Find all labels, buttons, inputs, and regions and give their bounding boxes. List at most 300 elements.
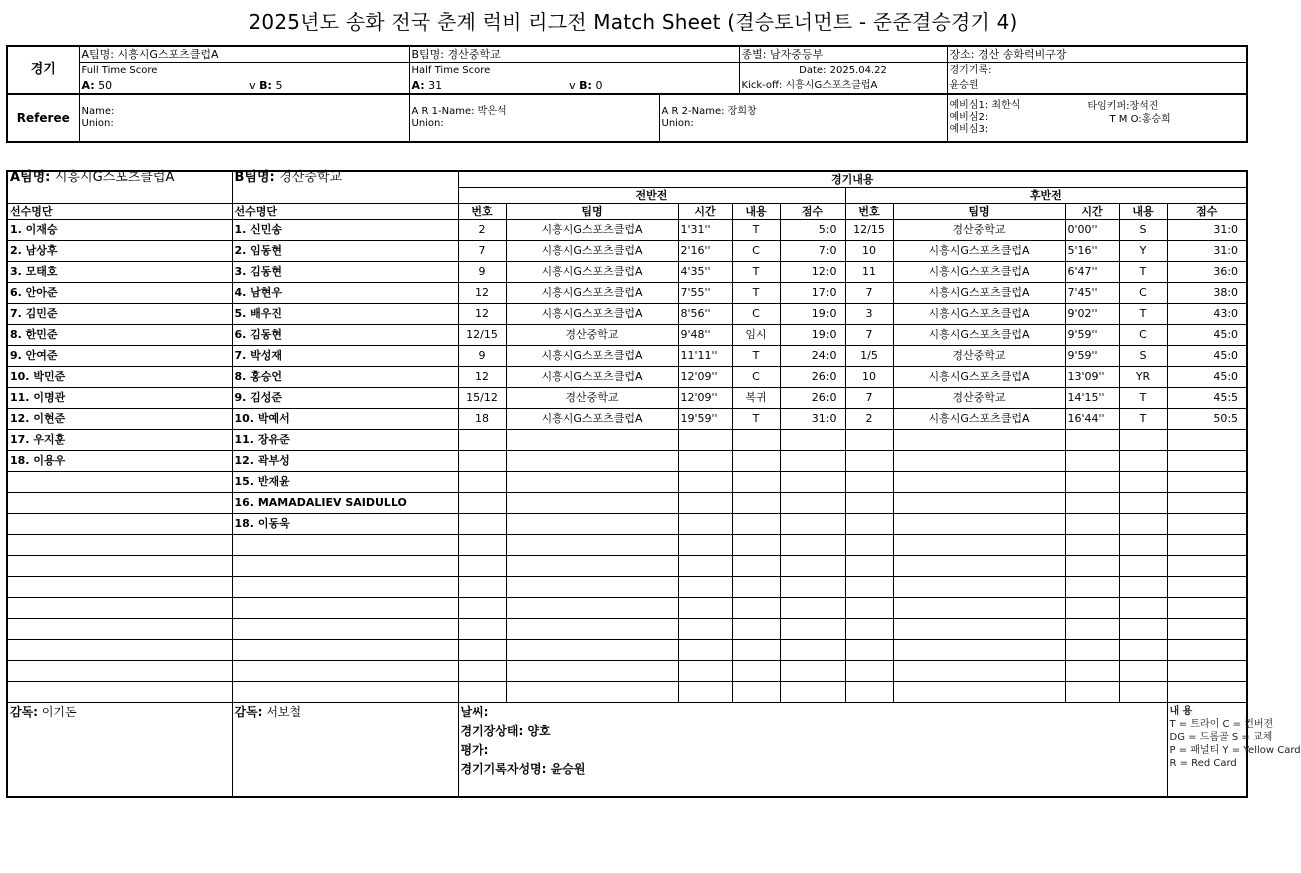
evaluation: 평가: xyxy=(460,743,489,757)
event-time: 13'09'' xyxy=(1065,367,1119,388)
event-no xyxy=(458,430,506,451)
event-time xyxy=(1065,598,1119,619)
page-title: 2025년도 송화 전국 춘계 럭비 리그전 Match Sheet (결승토너먼트 - 준준결승경기 4) xyxy=(248,10,1018,34)
table-row xyxy=(7,598,1247,619)
legend-line: DG = 드롭골 S = 교체 xyxy=(1169,732,1273,743)
event-content: Y xyxy=(1119,241,1167,262)
event-no: 9 xyxy=(458,346,506,367)
event-time: 9'02'' xyxy=(1065,304,1119,325)
event-content: C xyxy=(1119,283,1167,304)
b-player: 15. 반재윤 xyxy=(232,472,458,493)
event-score: 31:0 xyxy=(1167,220,1247,241)
event-time xyxy=(1065,535,1119,556)
a-player: 2. 남상후 xyxy=(7,241,232,262)
table-row xyxy=(7,367,1247,388)
event-content xyxy=(732,514,780,535)
first-half-header: 전반전 xyxy=(458,188,845,204)
event-no xyxy=(845,661,893,682)
ar2-info: A R 2-Name: 장희창 Union: xyxy=(659,94,947,142)
event-time: 2'16'' xyxy=(678,241,732,262)
b-player: 2. 임동현 xyxy=(232,241,458,262)
recorder-label: 경기기록: xyxy=(947,63,1247,79)
event-team xyxy=(893,598,1065,619)
event-time xyxy=(1065,682,1119,703)
event-score xyxy=(780,661,845,682)
b-player xyxy=(232,661,458,682)
table-row xyxy=(7,409,1247,430)
event-team xyxy=(893,535,1065,556)
table-row xyxy=(7,556,1247,577)
event-team: 경산중학교 xyxy=(893,220,1065,241)
event-time: 14'15'' xyxy=(1065,388,1119,409)
table-row xyxy=(7,472,1247,493)
event-score xyxy=(1167,577,1247,598)
team-b-name: B팀명: 경산중학교 xyxy=(409,46,739,63)
event-time: 11'11'' xyxy=(678,346,732,367)
event-team xyxy=(506,472,678,493)
referee-label: Referee xyxy=(7,94,79,142)
event-no xyxy=(845,514,893,535)
event-score: 45:5 xyxy=(1167,388,1247,409)
b-player: 8. 홍승언 xyxy=(232,367,458,388)
half-time-label: Half Time Score xyxy=(409,63,739,79)
event-content xyxy=(1119,514,1167,535)
event-team xyxy=(893,472,1065,493)
column-header: 내용 xyxy=(1119,204,1167,220)
full-time-label: Full Time Score xyxy=(79,63,409,79)
event-score: 12:0 xyxy=(780,262,845,283)
b-player: 6. 김동현 xyxy=(232,325,458,346)
event-no xyxy=(845,682,893,703)
match-notes xyxy=(458,703,1167,798)
event-content xyxy=(1119,619,1167,640)
recorder-name: 윤승원 xyxy=(947,78,1247,94)
ht-score-b: 0 xyxy=(595,78,603,92)
event-team xyxy=(506,619,678,640)
event-team: 시흥시G스포츠클럽A xyxy=(506,367,678,388)
event-team xyxy=(893,430,1065,451)
event-time: 5'16'' xyxy=(1065,241,1119,262)
b-player: 11. 장유준 xyxy=(232,430,458,451)
event-time: 0'00'' xyxy=(1065,220,1119,241)
event-no: 18 xyxy=(458,409,506,430)
table-row xyxy=(7,619,1247,640)
event-score xyxy=(780,598,845,619)
a-player: 10. 박민준 xyxy=(7,367,232,388)
half-time-score: A: 31 v B: 0 xyxy=(409,78,739,94)
table-row xyxy=(7,346,1247,367)
table-row xyxy=(7,283,1247,304)
event-no xyxy=(458,451,506,472)
event-score xyxy=(780,493,845,514)
a-player: 8. 한민준 xyxy=(7,325,232,346)
event-team: 시흥시G스포츠클럽A xyxy=(506,304,678,325)
a-player xyxy=(7,472,232,493)
event-no: 10 xyxy=(845,367,893,388)
event-time xyxy=(1065,640,1119,661)
event-content: C xyxy=(732,304,780,325)
event-no xyxy=(845,472,893,493)
event-team xyxy=(506,556,678,577)
event-no: 3 xyxy=(845,304,893,325)
event-score xyxy=(1167,472,1247,493)
event-score: 36:0 xyxy=(1167,262,1247,283)
event-time: 12'09'' xyxy=(678,367,732,388)
event-time xyxy=(1065,493,1119,514)
event-score xyxy=(1167,535,1247,556)
a-player xyxy=(7,682,232,703)
event-no xyxy=(458,472,506,493)
table-row xyxy=(7,493,1247,514)
event-content xyxy=(1119,493,1167,514)
event-content xyxy=(732,556,780,577)
event-no: 2 xyxy=(845,409,893,430)
b-player xyxy=(232,640,458,661)
column-header: 시간 xyxy=(678,204,732,220)
event-team: 시흥시G스포츠클럽A xyxy=(893,409,1065,430)
b-player: 3. 김동현 xyxy=(232,262,458,283)
event-team: 시흥시G스포츠클럽A xyxy=(893,304,1065,325)
event-content xyxy=(1119,451,1167,472)
event-no: 7 xyxy=(845,388,893,409)
event-time: 1'31'' xyxy=(678,220,732,241)
legend-line: R = Red Card xyxy=(1169,758,1237,769)
event-score xyxy=(780,451,845,472)
event-team xyxy=(893,619,1065,640)
event-team xyxy=(506,682,678,703)
event-score xyxy=(780,640,845,661)
legend: 내 용 T = 트라이 C = 컨버젼 DG = 드롭골 S = 교체 P = 패널티 Y = Yellow Card R = Red Card xyxy=(1167,703,1247,798)
event-no: 12/15 xyxy=(458,325,506,346)
event-content: YR xyxy=(1119,367,1167,388)
event-time xyxy=(678,682,732,703)
a-player xyxy=(7,640,232,661)
event-no xyxy=(458,535,506,556)
b-player: 7. 박성재 xyxy=(232,346,458,367)
event-content xyxy=(1119,640,1167,661)
event-score xyxy=(780,514,845,535)
event-score: 50:5 xyxy=(1167,409,1247,430)
event-score xyxy=(780,577,845,598)
event-score xyxy=(1167,619,1247,640)
event-content xyxy=(1119,598,1167,619)
event-content: T xyxy=(1119,262,1167,283)
reserve-referees: 예비심1: 최한식 예비심2: 예비심3: 타임키퍼:장석진 T M O:홍승희 xyxy=(947,94,1247,142)
event-time xyxy=(1065,451,1119,472)
event-no xyxy=(845,640,893,661)
event-score: 19:0 xyxy=(780,325,845,346)
event-score: 24:0 xyxy=(780,346,845,367)
event-no xyxy=(458,682,506,703)
event-no xyxy=(845,451,893,472)
event-score: 43:0 xyxy=(1167,304,1247,325)
column-header: 점수 xyxy=(1167,204,1247,220)
a-team-header: A팀명: 시흥시G스포츠클럽A xyxy=(7,171,232,204)
b-player xyxy=(232,619,458,640)
event-time xyxy=(1065,577,1119,598)
match-info-table xyxy=(6,45,1248,143)
event-team xyxy=(893,682,1065,703)
ground-condition: 경기장상태: 양호 xyxy=(460,724,551,738)
event-score: 31:0 xyxy=(780,409,845,430)
b-player xyxy=(232,535,458,556)
event-time: 19'59'' xyxy=(678,409,732,430)
event-team xyxy=(506,535,678,556)
a-player: 9. 안여준 xyxy=(7,346,232,367)
event-no: 12/15 xyxy=(845,220,893,241)
event-team: 시흥시G스포츠클럽A xyxy=(893,367,1065,388)
event-no: 12 xyxy=(458,367,506,388)
event-time: 12'09'' xyxy=(678,388,732,409)
event-team: 경산중학교 xyxy=(893,388,1065,409)
event-time xyxy=(1065,514,1119,535)
event-time xyxy=(678,640,732,661)
event-no xyxy=(845,598,893,619)
b-player: 9. 김성준 xyxy=(232,388,458,409)
table-row xyxy=(7,514,1247,535)
ar1-info: A R 1-Name: 박은석 Union: xyxy=(409,94,659,142)
venue: 장소: 경산 송화럭비구장 xyxy=(947,46,1247,63)
event-content xyxy=(732,451,780,472)
event-content: 복귀 xyxy=(732,388,780,409)
event-score: 45:0 xyxy=(1167,346,1247,367)
column-header: 시간 xyxy=(1065,204,1119,220)
match-sheet-table xyxy=(6,170,1301,798)
event-no: 1/5 xyxy=(845,346,893,367)
event-content xyxy=(732,640,780,661)
event-no: 7 xyxy=(458,241,506,262)
a-player: 17. 우지훈 xyxy=(7,430,232,451)
column-header: 점수 xyxy=(780,204,845,220)
event-no: 7 xyxy=(845,283,893,304)
event-content xyxy=(732,619,780,640)
a-player xyxy=(7,598,232,619)
event-content: 임시 xyxy=(732,325,780,346)
event-score xyxy=(1167,661,1247,682)
a-player: 1. 이재승 xyxy=(7,220,232,241)
b-player: 18. 이동욱 xyxy=(232,514,458,535)
b-team-header: B팀명: 경산중학교 xyxy=(232,171,458,204)
a-player xyxy=(7,514,232,535)
b-players-header: 선수명단 xyxy=(232,204,458,220)
table-row xyxy=(7,577,1247,598)
event-content: C xyxy=(732,367,780,388)
event-time xyxy=(678,451,732,472)
a-player xyxy=(7,535,232,556)
event-content xyxy=(1119,430,1167,451)
event-time: 9'48'' xyxy=(678,325,732,346)
event-no xyxy=(458,661,506,682)
event-content: T xyxy=(732,220,780,241)
event-no xyxy=(845,430,893,451)
event-time xyxy=(678,514,732,535)
event-content: S xyxy=(1119,346,1167,367)
b-player: 10. 박예서 xyxy=(232,409,458,430)
b-player xyxy=(232,556,458,577)
a-player xyxy=(7,619,232,640)
event-team xyxy=(893,493,1065,514)
full-time-score: A: 50 v B: 5 xyxy=(79,78,409,94)
event-no: 15/12 xyxy=(458,388,506,409)
event-team xyxy=(893,514,1065,535)
event-content xyxy=(732,661,780,682)
game-label: 경기 xyxy=(7,46,79,94)
a-player xyxy=(7,661,232,682)
b-player xyxy=(232,577,458,598)
table-row xyxy=(7,535,1247,556)
table-row xyxy=(7,388,1247,409)
table-row xyxy=(7,241,1247,262)
column-header: 팀명 xyxy=(893,204,1065,220)
event-time: 7'55'' xyxy=(678,283,732,304)
tmo: T M O:홍승희 xyxy=(1109,114,1171,125)
ft-score-b: 5 xyxy=(275,78,283,92)
event-team: 시흥시G스포츠클럽A xyxy=(893,262,1065,283)
a-player: 11. 이명관 xyxy=(7,388,232,409)
event-time xyxy=(678,430,732,451)
event-team xyxy=(506,514,678,535)
event-time xyxy=(678,535,732,556)
table-row xyxy=(7,304,1247,325)
event-team: 시흥시G스포츠클럽A xyxy=(893,283,1065,304)
a-player xyxy=(7,577,232,598)
column-header: 번호 xyxy=(845,204,893,220)
event-team: 시흥시G스포츠클럽A xyxy=(893,325,1065,346)
table-row xyxy=(7,220,1247,241)
event-time xyxy=(678,556,732,577)
event-team: 시흥시G스포츠클럽A xyxy=(506,241,678,262)
event-team xyxy=(506,640,678,661)
event-no xyxy=(458,556,506,577)
a-player: 6. 안아준 xyxy=(7,283,232,304)
b-player: 1. 신민송 xyxy=(232,220,458,241)
ht-score-a: 31 xyxy=(428,78,443,92)
b-player xyxy=(232,682,458,703)
event-score: 19:0 xyxy=(780,304,845,325)
event-team xyxy=(893,640,1065,661)
event-team: 경산중학교 xyxy=(506,325,678,346)
event-no: 9 xyxy=(458,262,506,283)
event-score xyxy=(1167,430,1247,451)
event-team xyxy=(893,577,1065,598)
b-player xyxy=(232,598,458,619)
referee-info: Name: Union: xyxy=(79,94,409,142)
event-no xyxy=(845,535,893,556)
event-score xyxy=(1167,682,1247,703)
event-team xyxy=(506,598,678,619)
event-score xyxy=(1167,640,1247,661)
event-content: T xyxy=(1119,409,1167,430)
event-team: 경산중학교 xyxy=(893,346,1065,367)
division: 종별: 남자중등부 xyxy=(739,46,947,63)
table-row xyxy=(7,682,1247,703)
event-no xyxy=(845,556,893,577)
event-team xyxy=(893,556,1065,577)
event-team: 시흥시G스포츠클럽A xyxy=(506,283,678,304)
a-player: 3. 모태호 xyxy=(7,262,232,283)
b-player: 4. 남현우 xyxy=(232,283,458,304)
match-date: Date: 2025.04.22 xyxy=(739,63,947,79)
event-no: 12 xyxy=(458,304,506,325)
ft-score-a: 50 xyxy=(98,78,113,92)
legend-line: T = 트라이 C = 컨버젼 xyxy=(1169,719,1274,730)
event-no xyxy=(458,493,506,514)
column-header: 내용 xyxy=(732,204,780,220)
event-team xyxy=(506,493,678,514)
match-content-header: 경기내용 xyxy=(458,171,1247,188)
legend-line: P = 패널티 Y = Yellow Card xyxy=(1169,745,1301,756)
event-no: 11 xyxy=(845,262,893,283)
event-score xyxy=(1167,451,1247,472)
event-team: 시흥시G스포츠클럽A xyxy=(893,241,1065,262)
event-score xyxy=(780,472,845,493)
event-score xyxy=(1167,556,1247,577)
column-header: 팀명 xyxy=(506,204,678,220)
event-score xyxy=(780,430,845,451)
event-team: 시흥시G스포츠클럽A xyxy=(506,409,678,430)
timekeeper: 타임키퍼:장석진 xyxy=(1087,101,1159,112)
event-score xyxy=(1167,598,1247,619)
event-content: C xyxy=(1119,325,1167,346)
event-time xyxy=(1065,556,1119,577)
event-no: 7 xyxy=(845,325,893,346)
a-player xyxy=(7,493,232,514)
event-score: 17:0 xyxy=(780,283,845,304)
a-player: 7. 김민준 xyxy=(7,304,232,325)
event-score xyxy=(1167,493,1247,514)
a-player: 18. 이용우 xyxy=(7,451,232,472)
second-half-header: 후반전 xyxy=(845,188,1247,204)
event-team: 시흥시G스포츠클럽A xyxy=(506,262,678,283)
event-content xyxy=(1119,472,1167,493)
event-no xyxy=(845,577,893,598)
event-time xyxy=(1065,430,1119,451)
a-players-header: 선수명단 xyxy=(7,204,232,220)
event-score: 26:0 xyxy=(780,367,845,388)
event-no xyxy=(458,619,506,640)
event-content: C xyxy=(732,241,780,262)
table-row xyxy=(7,262,1247,283)
b-coach: 감독: 서보철 xyxy=(232,703,458,798)
event-team xyxy=(893,451,1065,472)
event-time: 7'45'' xyxy=(1065,283,1119,304)
b-player: 12. 곽부성 xyxy=(232,451,458,472)
kickoff: Kick-off: 시흥시G스포츠클럽A xyxy=(739,78,947,94)
table-row xyxy=(7,325,1247,346)
event-score: 31:0 xyxy=(1167,241,1247,262)
table-row xyxy=(7,451,1247,472)
event-content xyxy=(1119,682,1167,703)
event-team: 경산중학교 xyxy=(506,388,678,409)
column-header: 번호 xyxy=(458,204,506,220)
event-no xyxy=(845,493,893,514)
event-time: 4'35'' xyxy=(678,262,732,283)
event-time: 16'44'' xyxy=(1065,409,1119,430)
event-no xyxy=(458,640,506,661)
event-score xyxy=(780,682,845,703)
event-content: T xyxy=(1119,388,1167,409)
event-time: 8'56'' xyxy=(678,304,732,325)
event-content xyxy=(732,493,780,514)
event-time: 9'59'' xyxy=(1065,325,1119,346)
table-row xyxy=(7,661,1247,682)
team-a-name: A팀명: 시흥시G스포츠클럽A xyxy=(79,46,409,63)
event-no xyxy=(458,598,506,619)
event-content: T xyxy=(732,346,780,367)
event-no: 10 xyxy=(845,241,893,262)
event-time xyxy=(678,598,732,619)
event-content xyxy=(732,430,780,451)
